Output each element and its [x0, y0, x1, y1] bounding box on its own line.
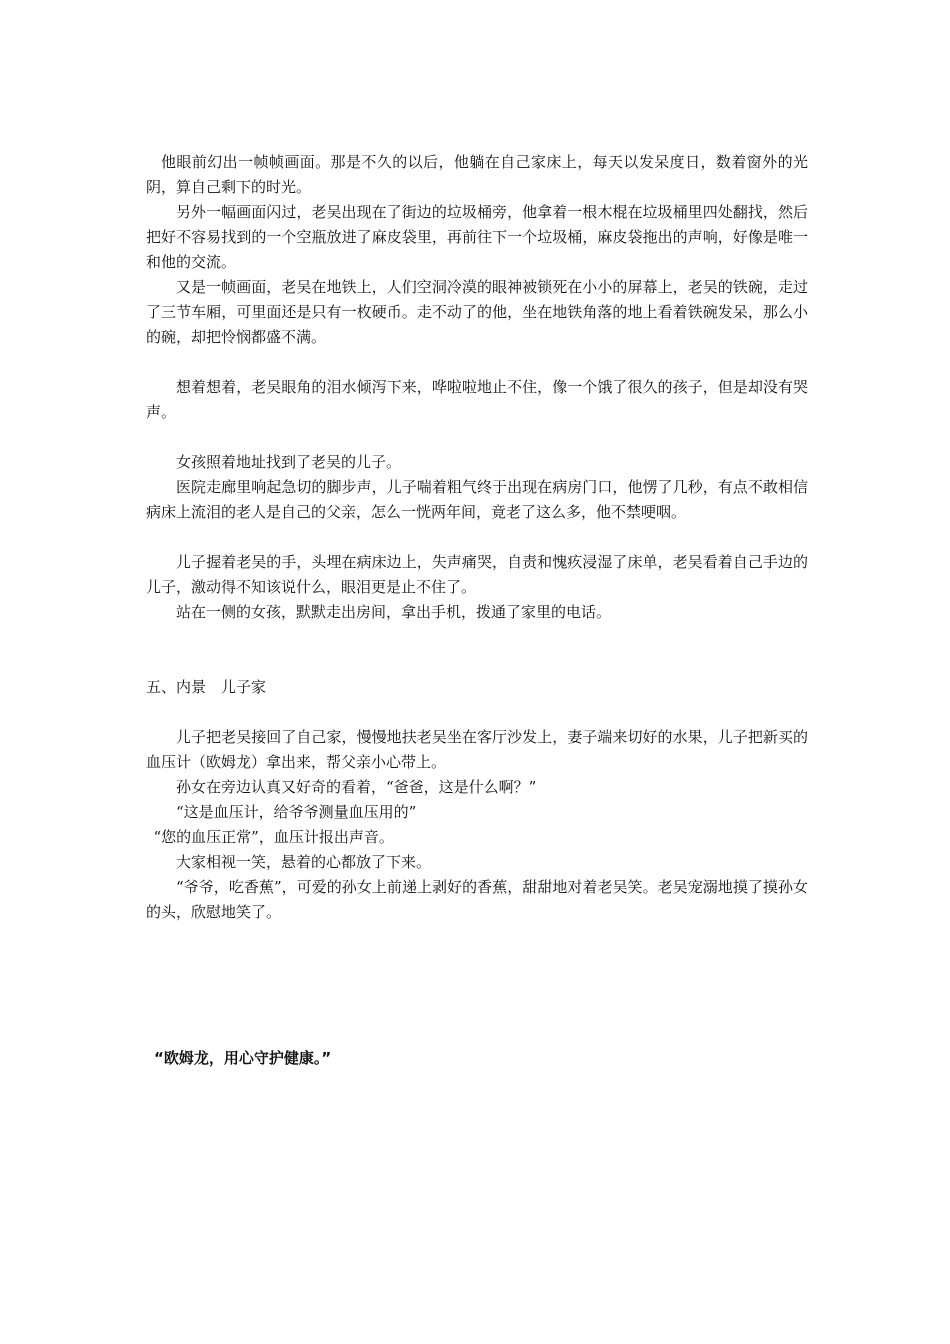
document-body	[146, 150, 808, 925]
paragraph-son-answers: “这是血压计，给爷爷测量血压用的”	[176, 803, 417, 821]
section-heading: 五、内景 儿子家	[146, 678, 267, 696]
paragraph-son-cries: 儿子握着老吴的手，头埋在病床边上，失声痛哭，自责和愧疚浸湿了床单，老吴看着自己手边的儿子，激动得不知该说什么，眼泪更是止不住了。	[146, 553, 808, 596]
blank-line	[146, 625, 808, 675]
blank-line	[146, 700, 808, 725]
paragraph-girl-calls: 站在一侧的女孩，默默走出房间，拿出手机，拨通了家里的电话。	[176, 603, 612, 621]
paragraph-granddaughter-asks: 孙女在旁边认真又好奇的看着，“爸爸，这是什么啊？”	[176, 778, 537, 796]
blank-line	[146, 350, 808, 375]
paragraph-vision: 他眼前幻出一帧帧画面。那是不久的以后，他躺在自己家床上，每天以发呆度日，数着窗外的光阴，算自己剩下的时光。	[146, 153, 808, 196]
paragraph-banana: “爷爷，吃香蕉”，可爱的孙女上前递上剥好的香蕉，甜甜地对着老吴笑。老吴宠溺地摸了摸孙女的头，欣慰地笑了。	[146, 878, 808, 921]
blank-line	[146, 525, 808, 550]
paragraph-home: 儿子把老吴接回了自己家，慢慢地扶老吴坐在客厅沙发上，妻子端来切好的水果，儿子把新买的血压计（欧姆龙）拿出来，帮父亲小心带上。	[146, 728, 808, 771]
paragraph-subway-scene: 又是一帧画面，老吴在地铁上，人们空洞冷漠的眼神被锁死在小小的屏幕上，老吴的铁碗，走过了三节车厢，可里面还是只有一枚硬币。走不动了的他，坐在地铁角落的地上看着铁碗发呆，那么小的碗，却把怜悯都盛不满。	[146, 278, 808, 346]
paragraph-monitor-voice: “您的血压正常”，血压计报出声音。	[153, 828, 394, 846]
paragraph-relief: 大家相视一笑，悬着的心都放了下来。	[176, 853, 432, 871]
slogan: “欧姆龙，用心守护健康。”	[154, 1049, 332, 1067]
paragraph-tears: 想着想着，老吴眼角的泪水倾泻下来，哗啦啦地止不住，像一个饿了很久的孩子，但是却没有哭声。	[146, 378, 808, 421]
blank-line	[146, 425, 808, 450]
paragraph-hospital-corridor: 医院走廊里响起急切的脚步声，儿子喘着粗气终于出现在病房门口，他愣了几秒，有点不敢相信病床上流泪的老人是自己的父亲，怎么一恍两年间，竟老了这么多，他不禁哽咽。	[146, 478, 808, 521]
paragraph-girl-finds-son: 女孩照着地址找到了老吴的儿子。	[176, 453, 402, 471]
paragraph-garbage-scene: 另外一幅画面闪过，老吴出现在了街边的垃圾桶旁，他拿着一根木棍在垃圾桶里四处翻找，然后把好不容易找到的一个空瓶放进了麻皮袋里，再前往下一个垃圾桶，麻皮袋拖出的声响，好像是唯一和他的交流。	[146, 203, 808, 271]
